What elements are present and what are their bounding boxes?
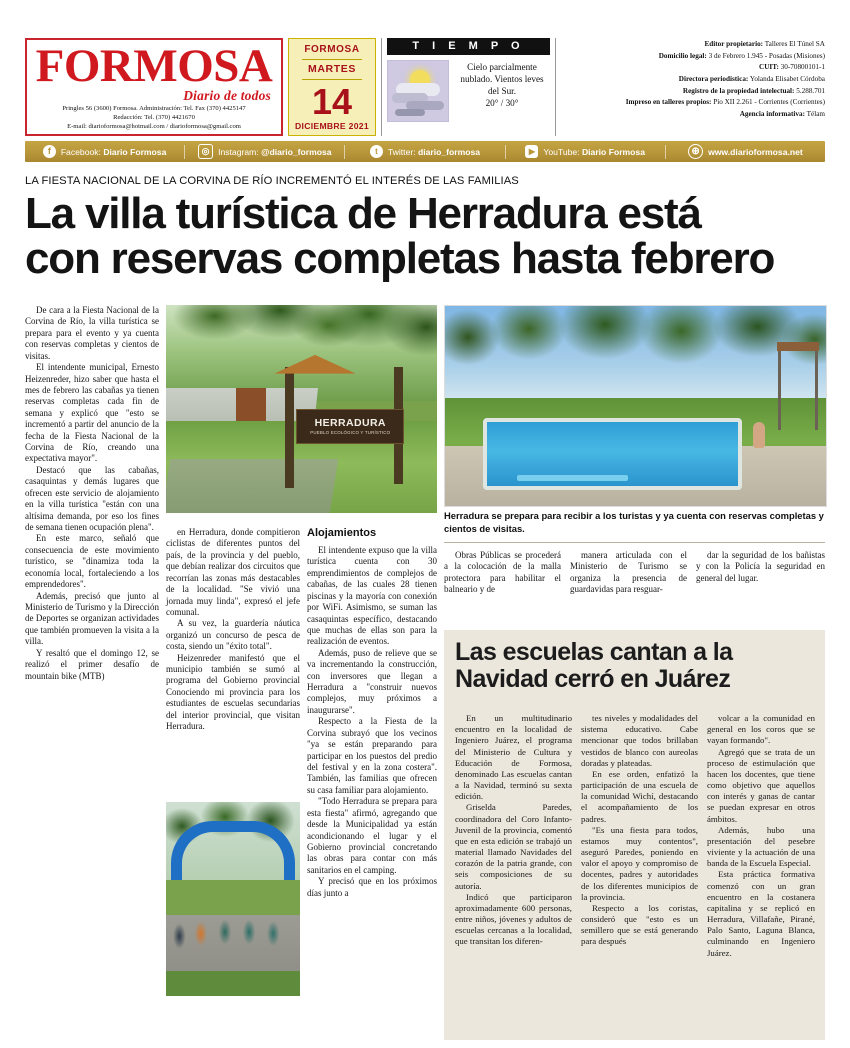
- lead-column-1: [25, 305, 159, 682]
- paragraph: Agregó que se trata de un proceso de estimulación que hacen los docentes, que tiene como objetivo que aquellos con interés y ganas de cantar se puedan expresar en otros ámbitos.: [707, 746, 815, 824]
- social-label-twitter: Twitter: diario_formosa: [387, 146, 481, 157]
- facebook-icon: f: [43, 145, 56, 158]
- paragraph: "Es una fiesta para todos, estamos muy contentos", aseguró Paredes, poniendo en valor el apoyo y compromiso de docentes, padres y autoridades de los diferentes municipios de la provincia.: [581, 824, 698, 902]
- paragraph: tes niveles y modalidades del sistema educativo. Cabe mencionar que todos brillaban vestidos de blanco con aureolas doradas y plateadas.: [581, 713, 698, 768]
- masthead-redaccion-line: Redacción: Tel. (370) 4421670: [113, 114, 195, 122]
- youtube-icon: ▶: [525, 145, 538, 158]
- legal-line: Registro de la propiedad intelectual: 5.288.701: [682, 86, 825, 95]
- paragraph: Griselda Paredes, coordinadora del Coro Infanto-Juvenil de la provincia, comentó que en esta edición se trabajó un material llamado Navidades del corazón de la patria grande, con seis composiciones de su autoría.: [455, 802, 572, 891]
- paragraph: En ese orden, enfatizó la participación de una escuela de la comunidad Wichí, destacando el acompañamiento de los padres.: [581, 768, 698, 824]
- social-link-instagram[interactable]: [185, 145, 345, 159]
- masthead-email-line: E-mail: diarioformosa@hotmail.com / diarioformosa@gmail.com: [67, 123, 241, 131]
- paragraph: Además, puso de relieve que se va incrementando la construcción, con inversores que llegan a Herradura a "construir nuevos complejos, muy próximos a inaugurarse".: [307, 647, 437, 715]
- paragraph: Respecto a la Fiesta de la Corvina subrayó que los vecinos "ya se están preparando para participar en los puestos del predio del festival y en la zona costera". También, las familias que ofrecen su casa familiar para alojamiento.: [307, 716, 437, 795]
- paragraph: volcar a la comunidad en general en los coros que se vayan formando".: [707, 713, 815, 746]
- paragraph: dar la seguridad de los bañistas y con la Policía la seguridad en general del lugar.: [696, 550, 825, 583]
- date-box: [288, 38, 376, 136]
- legal-line: Impreso en talleres propios: Pío XII 2.261 - Corrientes (Corrientes): [625, 98, 825, 107]
- date-month-year: DICIEMBRE 2021: [295, 120, 369, 131]
- globe-icon: ⊕: [688, 144, 703, 159]
- social-link-website[interactable]: [666, 145, 825, 159]
- second-story-block: [444, 630, 825, 1040]
- lead-subhead-alojamientos: Alojamientos: [307, 527, 377, 539]
- social-label-facebook: Facebook: Diario Formosa: [60, 146, 167, 157]
- newspaper-tagline: Diario de todos: [183, 88, 271, 104]
- lead-column-5: [570, 550, 687, 596]
- paragraph: Destacó que las cabañas, casaquintas y demás lugares que ofrecen este servicio de alojamiento en la villa turística "están con una altísima demanda, por eso los fines de semana tienen ocupación plena".: [25, 464, 159, 533]
- caption-divider: [444, 542, 825, 543]
- second-headline-line-2: Navidad cerró en Juárez: [455, 664, 731, 693]
- paragraph: Y resaltó que el domingo 12, se realizó el primer desafío de mountain bike (MTB): [25, 647, 159, 681]
- sign-text-primary: HERRADURA: [314, 416, 386, 429]
- paragraph: Obras Públicas se procederá a la colocación de la malla protectora para habilitar el balneario y de: [444, 550, 561, 595]
- second-story-column-2: [581, 713, 698, 948]
- social-label-instagram: Instagram: @diario_formosa: [218, 146, 332, 157]
- weather-text-block: [454, 60, 550, 110]
- paragraph: Esta práctica formativa comenzó con un gran encuentro en la costanera capitalina y se replicó en Herradura, Villafañe, Pirané, Palo Santo, Laguna Blanca, culminando en Ingeniero Juárez.: [707, 869, 815, 958]
- date-day-number: 14: [311, 80, 353, 122]
- sign-text-secondary: PUEBLO ECOLÓGICO Y TURÍSTICO: [310, 430, 391, 436]
- legal-line: Directora periodística: Yolanda Elisabet Córdoba: [678, 74, 825, 83]
- partly-cloudy-icon: [387, 60, 449, 122]
- main-content-area: [25, 305, 825, 1040]
- weather-banner: T I E M P O: [387, 38, 550, 55]
- date-city: FORMOSA: [304, 44, 360, 55]
- social-link-facebook[interactable]: [25, 145, 185, 159]
- lead-column-6: [696, 550, 825, 584]
- lead-headline: [25, 189, 825, 283]
- instagram-icon: ◎: [198, 144, 213, 159]
- paragraph: manera articulada con el Ministerio de Turismo se organiza la presencia de guardavidas para resguar-: [570, 550, 687, 595]
- paragraph: De cara a la Fiesta Nacional de la Corvina de Río, la villa turística se prepara para el evento y ya cuenta con reservas completas y cientos de visitas.: [25, 305, 159, 361]
- second-story-headline: [455, 639, 815, 692]
- paragraph: Y precisó que en los próximos días junto a: [307, 876, 437, 898]
- paragraph: en Herradura, donde compitieron ciclistas de diferentes puntos del país, de la provincia y del pueblo, que debían realizar dos circuitos que recorrían las zonas más destacables de la localidad. "Se vivió una jornada muy linda", expresó el jefe comunal.: [166, 527, 300, 617]
- legal-line: Editor propietario: Talleres El Túnel SA: [704, 40, 825, 48]
- second-headline-line-1: Las escuelas cantan a la: [455, 638, 733, 666]
- social-media-bar: [25, 141, 825, 162]
- paragraph: En un multitudinario encuentro en la localidad de Ingeniero Juárez, el programa del Ministerio de Cultura y Educación de Formosa, denominado Las escuelas cantan a la Navidad, terminó su sexta edición.: [455, 713, 572, 802]
- photo-herradura-entrance-sign: [166, 305, 437, 513]
- lead-column-3: [307, 527, 437, 899]
- social-link-twitter[interactable]: [345, 145, 505, 159]
- paragraph: Además, precisó que junto al Ministerio de Turismo y la Dirección de Deportes se organizan actividades que también promueven la visita a la villa.: [25, 590, 159, 647]
- legal-line: Domicilio legal: 3 de Febrero 1.945 - Posadas (Misiones): [658, 51, 825, 60]
- paragraph: El intendente expuso que la villa turística cuenta con 30 emprendimientos de complejos de cabañas, de las cuales 28 tienen piscinas y la mayoría con conexión por WiFi. Asimismo, se suman las casaquintas específico, destacando que muchas de ellas son para la realización de eventos.: [307, 544, 437, 647]
- paragraph: "Todo Herradura se prepara para esta fiesta" afirmó, agregando que desde la Municipalidad ya están acondicionando el lugar y el Gobierno provincial concretando las obras para contar con más sanitarios en el camping.: [307, 796, 437, 875]
- photo-mountain-bike-race: [166, 802, 300, 996]
- legal-imprint: [562, 38, 825, 136]
- masthead-address-line: Pringles 56 (3600) Formosa. Administración: Tel. Fax (370) 4425147: [62, 105, 246, 113]
- paragraph: Indicó que participaron aproximadamente 600 personas, entre niños, jóvenes y adultos de escuelas cercanas a la localidad, que transitan los diferen-: [455, 891, 572, 947]
- social-label-youtube: YouTube: Diario Formosa: [543, 146, 645, 157]
- second-story-column-1: [455, 713, 572, 948]
- weather-description: Cielo parcialmente nublado. Vientos leves del Sur.: [460, 62, 544, 96]
- masthead: [25, 38, 825, 136]
- newspaper-logo-block: [25, 38, 283, 136]
- second-story-column-3: [707, 713, 815, 959]
- paragraph: El intendente municipal, Ernesto Heizenreder, hizo saber que hasta el mes de febrero las cabañas ya tienen reservas completas cada fin de semana y explicó que "esto se incrementó a partir del anuncio de la fecha de la Fiesta Nacional de la Corvina de Río, creando una expectativa mayor".: [25, 362, 159, 464]
- paragraph: A su vez, la guardería náutica organizó un concurso de pesca de costa, siendo un "éxito total".: [166, 618, 300, 652]
- weather-box: [381, 38, 556, 136]
- date-weekday: MARTES: [308, 63, 356, 76]
- legal-line: Agencia informativa: Télam: [739, 109, 825, 118]
- social-label-website: www.diarioformosa.net: [708, 146, 803, 157]
- lead-column-4: [444, 550, 561, 596]
- paragraph: En este marco, señaló que consecuencia de este movimiento turístico, se "dinamiza toda la economía local, fortaleciendo a los emprendedores".: [25, 533, 159, 590]
- photo-caption-pool: Herradura se prepara para recibir a los turistas y ya cuenta con reservas completas y cientos de visitas.: [444, 510, 824, 534]
- social-link-youtube[interactable]: [506, 145, 666, 159]
- masthead-contact-info: [33, 104, 275, 131]
- lead-headline-line-2: con reservas completas hasta febrero: [25, 233, 775, 283]
- legal-line: CUIT: 30-70800101-1: [759, 63, 825, 72]
- newspaper-title: FORMOSA: [35, 40, 273, 92]
- twitter-icon: t: [370, 145, 383, 158]
- lead-kicker: LA FIESTA NACIONAL DE LA CORVINA DE RÍO INCREMENTÓ EL INTERÉS DE LAS FAMILIAS: [25, 175, 519, 187]
- lead-headline-line-1: La villa turística de Herradura está: [25, 189, 701, 238]
- photo-swimming-pool: [444, 305, 827, 507]
- lead-column-2: [166, 527, 300, 733]
- weather-temperatures: 20° / 30°: [485, 98, 519, 109]
- herradura-sign-board: [296, 409, 404, 444]
- paragraph: Heizenreder manifestó que el municipio también se sumó al programa del Gobierno provincial Conociendo mi provincia para los estudiantes de escuelas secundarias del interior provincial, que visitan Herradura.: [166, 652, 300, 732]
- paragraph: Además, hubo una presentación del pesebre viviente y la actuación de una banda de la Escuela Especial.: [707, 824, 815, 869]
- paragraph: Respecto a los coristas, consideró que "esto es un semillero que se está generando para después: [581, 902, 698, 947]
